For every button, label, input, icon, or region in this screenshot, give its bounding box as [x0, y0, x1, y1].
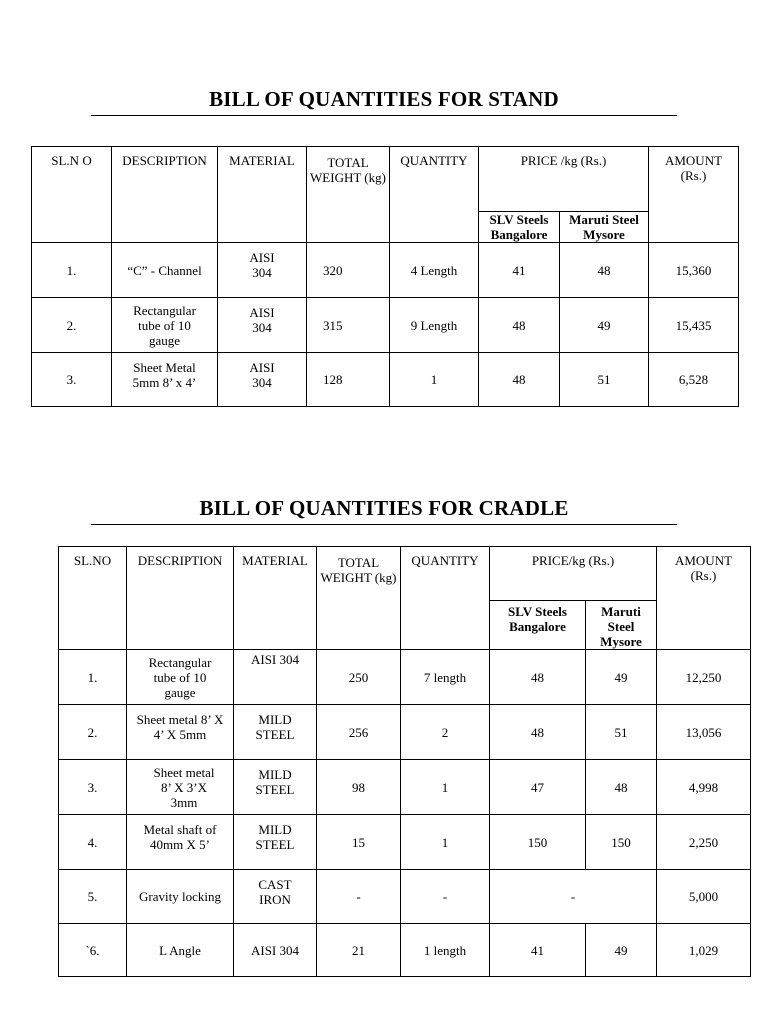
slno-cell: 1. [32, 243, 112, 298]
price-maruti-cell: 150 [586, 815, 657, 870]
amount-cell: 15,435 [649, 298, 739, 353]
slno-cell: 2. [32, 298, 112, 353]
stand-col-weight: TOTAL WEIGHT (kg) [307, 147, 390, 243]
cradle-col-price: PRICE/kg (Rs.) [490, 547, 657, 601]
weight-cell: 320 [307, 243, 390, 298]
quantity-cell: 1 [401, 815, 490, 870]
price-merged-cell: - [490, 870, 657, 924]
stand-col-material: MATERIAL [218, 147, 307, 243]
weight-cell: 315 [307, 298, 390, 353]
material-cell: MILD STEEL [234, 705, 317, 760]
stand-col-amount: AMOUNT (Rs.) [649, 147, 739, 243]
description-cell: “C” - Channel [112, 243, 218, 298]
material-cell: MILD STEEL [234, 760, 317, 815]
amount-cell: 5,000 [657, 870, 751, 924]
cradle-header-row [59, 547, 751, 601]
slno-cell: `6. [59, 924, 127, 977]
description-cell: Sheet metal 8’ X 4’ X 5mm [127, 705, 234, 760]
slno-cell: 5. [59, 870, 127, 924]
description-cell: Metal shaft of 40mm X 5’ [127, 815, 234, 870]
price-slv-cell: 41 [479, 243, 560, 298]
cradle-col-amount: AMOUNT (Rs.) [657, 547, 751, 650]
quantity-cell: 1 length [401, 924, 490, 977]
amount-cell: 1,029 [657, 924, 751, 977]
cradle-title: BILL OF QUANTITIES FOR CRADLE [199, 496, 569, 520]
stand-title-underline [91, 115, 677, 116]
material-cell: AISI 304 [234, 650, 317, 705]
price-maruti-cell: 51 [560, 353, 649, 407]
stand-col-description: DESCRIPTION [112, 147, 218, 243]
description-cell: Gravity locking [127, 870, 234, 924]
stand-col-price: PRICE /kg (Rs.) [479, 147, 649, 212]
description-cell: Rectangular tube of 10 gauge [112, 298, 218, 353]
slno-cell: 3. [32, 353, 112, 407]
table-row [59, 924, 751, 977]
quantity-cell: 9 Length [390, 298, 479, 353]
weight-cell: 128 [307, 353, 390, 407]
cradle-col-slno: SL.NO [59, 547, 127, 650]
price-slv-cell: 48 [490, 705, 586, 760]
amount-cell: 12,250 [657, 650, 751, 705]
cradle-col-description: DESCRIPTION [127, 547, 234, 650]
price-slv-cell: 47 [490, 760, 586, 815]
table-row [59, 815, 751, 870]
quantity-cell: 1 [401, 760, 490, 815]
price-slv-cell: 150 [490, 815, 586, 870]
description-cell: Sheet Metal 5mm 8’ x 4’ [112, 353, 218, 407]
material-cell: AISI 304 [218, 243, 307, 298]
stand-col-slno: SL.N O [32, 147, 112, 243]
description-cell: L Angle [127, 924, 234, 977]
price-maruti-cell: 48 [560, 243, 649, 298]
price-slv-cell: 48 [479, 353, 560, 407]
slno-cell: 1. [59, 650, 127, 705]
description-cell: Rectangular tube of 10 gauge [127, 650, 234, 705]
table-row [32, 243, 739, 298]
cradle-title-underline [91, 524, 677, 525]
price-maruti-cell: 48 [586, 760, 657, 815]
slno-cell: 2. [59, 705, 127, 760]
table-row [32, 353, 739, 407]
material-cell: AISI 304 [218, 298, 307, 353]
table-row [59, 650, 751, 705]
cradle-col-weight: TOTAL WEIGHT (kg) [317, 547, 401, 650]
cradle-col-supplier1: SLV Steels Bangalore [490, 601, 586, 650]
description-cell: Sheet metal 8’ X 3’X 3mm [127, 760, 234, 815]
weight-cell: 98 [317, 760, 401, 815]
quantity-cell: - [401, 870, 490, 924]
cradle-col-quantity: QUANTITY [401, 547, 490, 650]
weight-cell: - [317, 870, 401, 924]
material-cell: MILD STEEL [234, 815, 317, 870]
price-maruti-cell: 51 [586, 705, 657, 760]
weight-cell: 256 [317, 705, 401, 760]
price-maruti-cell: 49 [586, 650, 657, 705]
table-row [59, 705, 751, 760]
quantity-cell: 4 Length [390, 243, 479, 298]
slno-cell: 3. [59, 760, 127, 815]
quantity-cell: 7 length [401, 650, 490, 705]
amount-cell: 13,056 [657, 705, 751, 760]
price-slv-cell: 48 [490, 650, 586, 705]
stand-col-supplier1: SLV Steels Bangalore [479, 212, 560, 243]
weight-cell: 21 [317, 924, 401, 977]
table-row [59, 760, 751, 815]
table-row [32, 298, 739, 353]
price-slv-cell: 48 [479, 298, 560, 353]
amount-cell: 4,998 [657, 760, 751, 815]
price-maruti-cell: 49 [586, 924, 657, 977]
stand-table [31, 146, 739, 407]
material-cell: AISI 304 [218, 353, 307, 407]
stand-title: BILL OF QUANTITIES FOR STAND [209, 87, 559, 111]
cradle-table [58, 546, 751, 977]
price-slv-cell: 41 [490, 924, 586, 977]
stand-col-supplier2: Maruti Steel Mysore [560, 212, 649, 243]
amount-cell: 15,360 [649, 243, 739, 298]
quantity-cell: 1 [390, 353, 479, 407]
quantity-cell: 2 [401, 705, 490, 760]
table-row [59, 870, 751, 924]
cradle-col-supplier2: Maruti Steel Mysore [586, 601, 657, 650]
amount-cell: 2,250 [657, 815, 751, 870]
weight-cell: 250 [317, 650, 401, 705]
stand-col-quantity: QUANTITY [390, 147, 479, 243]
amount-cell: 6,528 [649, 353, 739, 407]
slno-cell: 4. [59, 815, 127, 870]
stand-header-row [32, 147, 739, 212]
cradle-col-material: MATERIAL [234, 547, 317, 650]
material-cell: CAST IRON [234, 870, 317, 924]
material-cell: AISI 304 [234, 924, 317, 977]
weight-cell: 15 [317, 815, 401, 870]
price-maruti-cell: 49 [560, 298, 649, 353]
